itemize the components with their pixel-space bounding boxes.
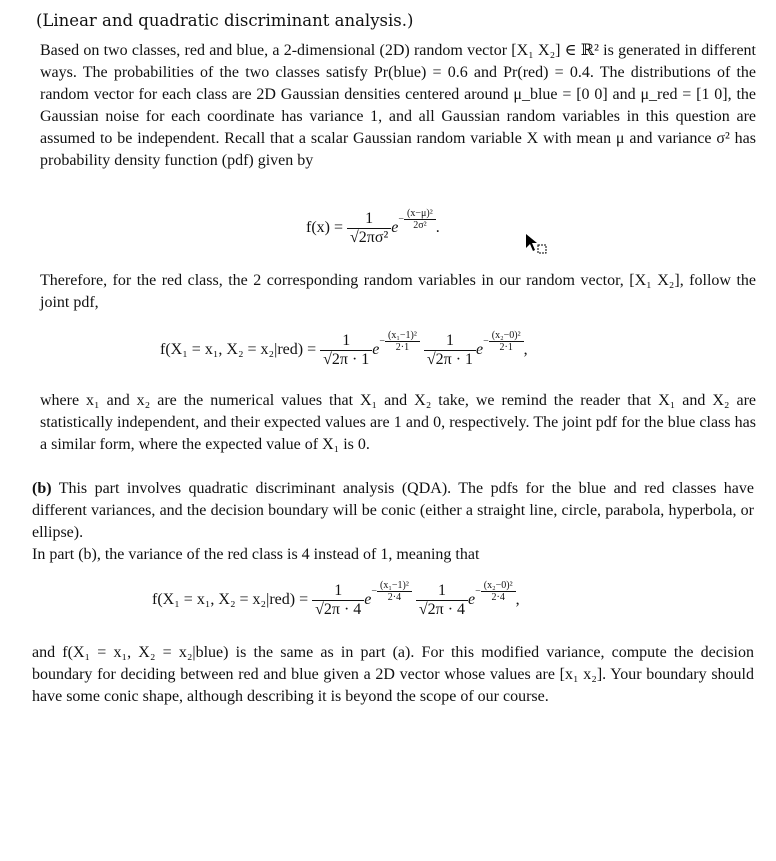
eq-red-exp1-num: (x₁−1)² [388, 330, 417, 341]
part-a-intro: Based on two classes, red and blue, a 2-dimensional (2D) random vector [X₁ X₂] ∈ ℝ² is generated in different ways. The probabilities of the two classes satisfy Pr(blue) = 0.6 and Pr(red) = 0.4. The distributions of the random vector for each class are 2D Gaussian densities centered around μ_blue = [0 0] and μ_red = [1 0], the Gaussian noise for each coordinate has variance 1, and all Gaussian random variables in this question are assumed to be independent. Recall that a scalar Gaussian random variable X with mean μ and variance σ² has probability density function (pdf) given by [40, 42, 756, 169]
part-b-variance-text: In part (b), the variance of the red class is 4 instead of 1, meaning that [32, 546, 480, 563]
mouse-pointer-icon [524, 232, 548, 256]
red-joint-pdf-text: Therefore, for the red class, the 2 corresponding random variables in our random vector, [X₁ X₂], follow the joint pdf, [40, 272, 756, 311]
eq-red4-fraction-2 [416, 582, 468, 619]
eq-pdf-exp-den: 2σ² [404, 219, 436, 231]
red-joint-pdf-equation: f(X₁ = x₁, X₂ = x₂|red) = $\frac{1}{√2\pi \cdot 1}$ $e^{- \frac{\text{(x₁−1)²}}{2\cdot 1}}$ $\frac{1}{√2\pi \cdot 1}$ $e^{- \frac{\text{(x₂−0)²}}{2\cdot 1}}$ , [160, 330, 528, 368]
eq-pdf-numerator: 1 [365, 209, 374, 227]
red-variance-4-equation: f(X₁ = x₁, X₂ = x₂|red) = $\frac{1}{√2\pi \cdot 4}$ $e^{- \frac{\text{(x₁−1)²}}{2\cdot 4}}$ $\frac{1}{√2\pi \cdot 4}$ $e^{- \frac{\text{(x₂−0)²}}{2\cdot 4}}$ , [152, 580, 520, 618]
eq-red4-fraction-1 [312, 582, 364, 619]
eq-red-exp2-den: 2·1 [489, 341, 524, 353]
eq-red4-exp2-den: 2·4 [481, 591, 516, 603]
eq-red-fraction-2 [424, 332, 476, 369]
eq-red4-exponent-2: − (x₂−0)² 2·4 [475, 586, 515, 597]
eq-red4-num-2: 1 [437, 581, 446, 599]
eq-pdf-fraction [347, 210, 391, 247]
eq-red-exponent-2: − (x₂−0)² 2·1 [483, 336, 523, 347]
eq-pdf-exp-base: e [391, 218, 399, 236]
eq-pdf-exp-num: (x−μ)² [407, 208, 433, 219]
eq-red-num-1: 1 [342, 331, 351, 349]
eq-red4-exponent-1: − (x₁−1)² 2·4 [371, 586, 411, 597]
eq-pdf-lhs: f(x) = [306, 218, 344, 236]
eq-pdf-denominator: √2πσ² [347, 228, 391, 247]
part-b-closing-text: and f(X₁ = x₁, X₂ = x₂|blue) is the same as in part (a). For this modified variance, compute the decision boundary for deciding between red and blue given a 2D vector whose values are [x₁ x₂]. Your boundary should have some conic shape, although describing it is beyond the scope of our course. [32, 644, 754, 705]
problem-heading: (Linear and quadratic discriminant analysis.) [36, 11, 414, 30]
eq-red4-den-2: √2π · 4 [416, 600, 468, 619]
eq-red-exponent-1: − (x₁−1)² 2·1 [379, 336, 419, 347]
eq-red4-exp1-num: (x₁−1)² [380, 580, 409, 591]
eq-red4-den-1: √2π · 4 [312, 600, 364, 619]
part-b-label: (b) [32, 480, 52, 497]
eq-red-fraction-1 [320, 332, 372, 369]
eq-red-num-2: 1 [445, 331, 454, 349]
eq-red4-exp1-den: 2·4 [377, 591, 412, 603]
eq-red4-num-1: 1 [334, 581, 343, 599]
part-b-intro: This part involves quadratic discriminant analysis (QDA). The pdfs for the blue and red classes have different variances, and the decision boundary will be conic (either a straight line, circle, parabola, hyperbola, or ellipse). [32, 480, 754, 541]
eq-red-lhs: f(X₁ = x₁, X₂ = x₂|red) = [160, 340, 317, 358]
eq-pdf-tail: . [435, 218, 440, 236]
eq-red-den-1: √2π · 1 [320, 350, 372, 369]
eq-pdf-exponent: − (x−μ)² 2σ² [398, 214, 435, 225]
eq-red-exp1-den: 2·1 [385, 341, 420, 353]
part-a-after-text: where x₁ and x₂ are the numerical values that X₁ and X₂ take, we remind the reader that X₁ and X₂ are statistically independent, and their expected values are 1 and 0, respectively. The joint pdf for the blue class has a similar form, where the expected value of X₁ is 0. [40, 392, 756, 453]
eq-red-den-2: √2π · 1 [424, 350, 476, 369]
part-b-intro-block [32, 478, 754, 566]
eq-red-tail: , [523, 340, 528, 358]
eq-red-exp2-num: (x₂−0)² [491, 330, 521, 341]
eq-red4-tail: , [515, 590, 520, 608]
eq-red4-lhs: f(X₁ = x₁, X₂ = x₂|red) = [152, 590, 309, 608]
eq-red4-exp2-num: (x₂−0)² [483, 580, 513, 591]
gaussian-pdf-equation [306, 208, 440, 247]
